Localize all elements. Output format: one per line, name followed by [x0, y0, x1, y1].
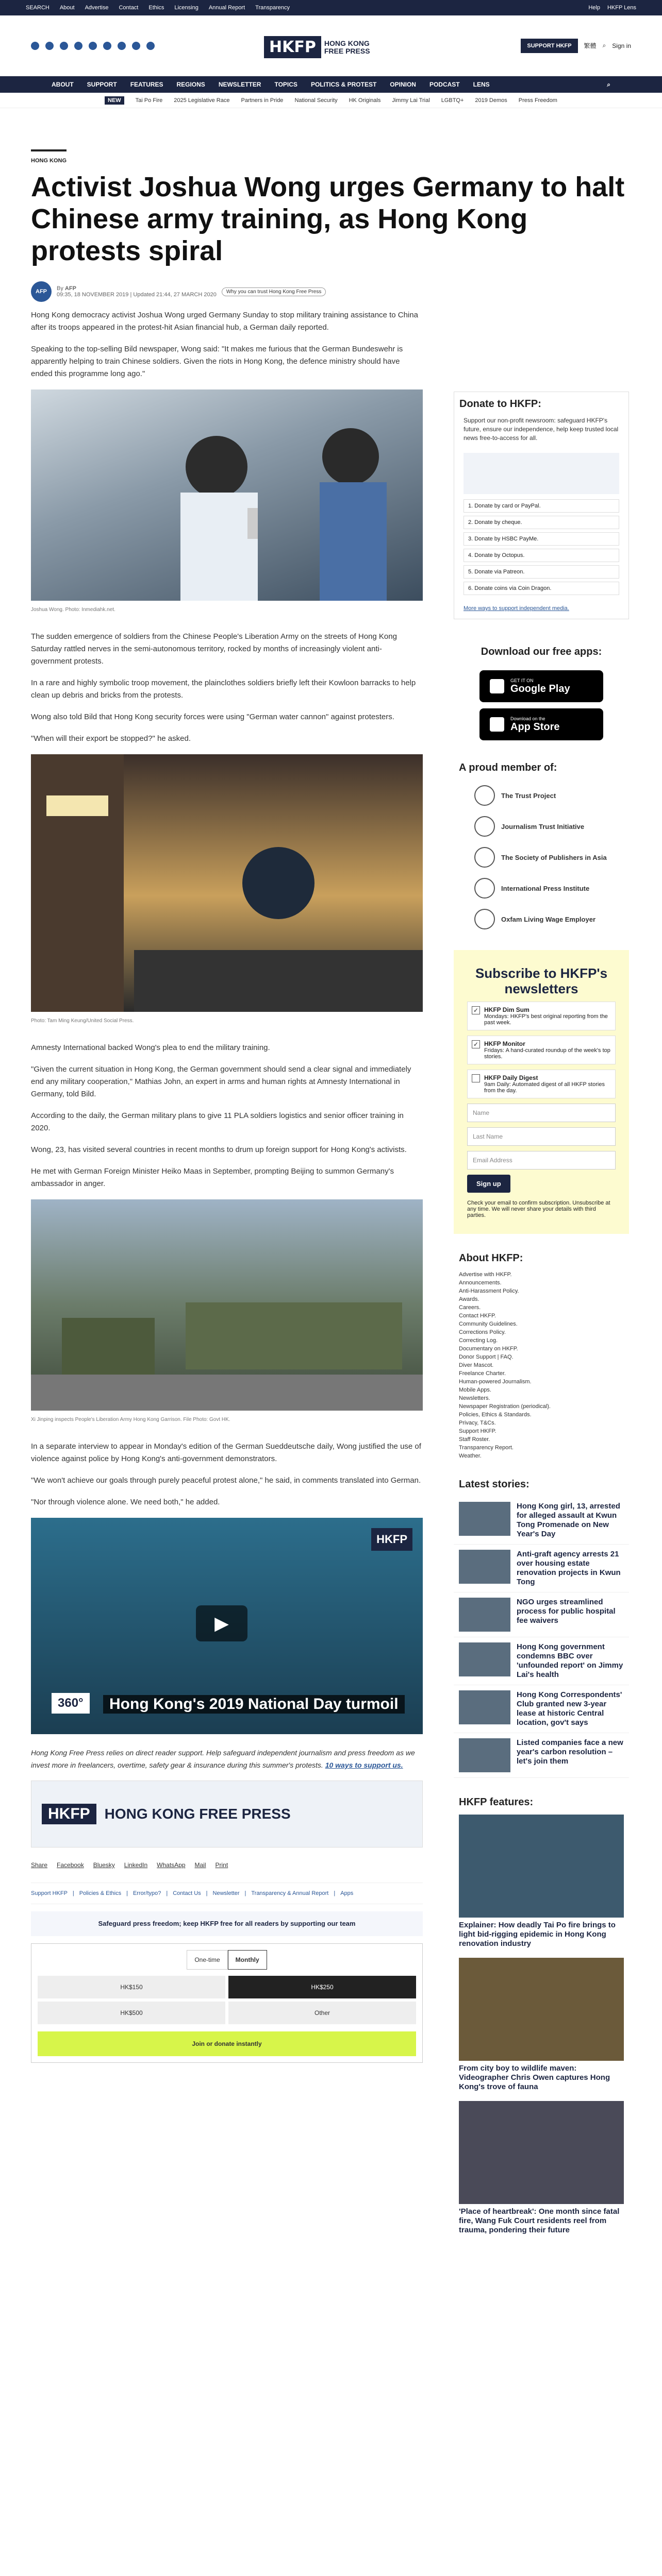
support-row-link[interactable]: Newsletter: [212, 1890, 240, 1896]
story-title[interactable]: Hong Kong Correspondents' Club granted new 3-year lease at historic Central location, gov't says: [517, 1690, 622, 1727]
trend-item[interactable]: HK Originals: [349, 97, 381, 104]
member-name: Oxfam Living Wage Employer: [501, 915, 596, 923]
amount-option[interactable]: HK$150: [38, 1976, 225, 1998]
feature-image: [459, 1958, 624, 2061]
nav-opinion[interactable]: OPINION: [390, 81, 416, 88]
paragraph: Amnesty International backed Wong's plea to end the military training.: [31, 1043, 270, 1052]
story-thumb: [459, 1550, 510, 1584]
amount-option[interactable]: Other: [228, 2002, 416, 2024]
topbar-annual-report[interactable]: Annual Report: [208, 5, 245, 11]
about-link[interactable]: Donor Support | FAQ.: [459, 1354, 514, 1360]
photo-caption: Photo: Tam Ming Keung/United Social Press.: [31, 1018, 134, 1024]
sopa-icon: [474, 847, 495, 868]
facebook-icon[interactable]: [31, 42, 39, 50]
support-row-link[interactable]: Policies & Ethics: [79, 1890, 122, 1896]
video-badge: 360°: [52, 1693, 90, 1714]
donate-option[interactable]: 1. Donate by card or PayPal.: [464, 499, 619, 513]
story-item[interactable]: [454, 1685, 629, 1733]
trend-item[interactable]: Press Freedom: [518, 97, 557, 104]
member-logo[interactable]: [454, 842, 629, 873]
site-logo[interactable]: [264, 36, 370, 58]
newsletter-name: HKFP Monitor: [484, 1040, 525, 1047]
photo-illustration: [31, 389, 423, 601]
signup-button[interactable]: Sign up: [467, 1175, 510, 1193]
nav-politics[interactable]: POLITICS & PROTEST: [310, 81, 377, 88]
nav-features[interactable]: FEATURES: [130, 81, 163, 88]
share-label: Share: [31, 1861, 48, 1869]
topbar-help[interactable]: Help: [588, 5, 600, 11]
about-link[interactable]: Awards.: [459, 1296, 479, 1302]
signup-note: Check your email to confirm subscription. Unsubscribe at any time. We will never share your details with third parties.: [467, 1200, 610, 1218]
paragraph: Wong also told Bild that Hong Kong security forces were using "German water cannon" against protesters.: [31, 713, 394, 721]
about-link[interactable]: Freelance Charter.: [459, 1370, 506, 1377]
nav-support[interactable]: SUPPORT: [87, 81, 117, 88]
search-icon[interactable]: ⌕: [602, 42, 606, 49]
paragraph: Hong Kong democracy activist Joshua Wong urged Germany Sunday to stop military training assistance to China after its troops appeared in the protest-hit Asian financial hub, a German daily reported.: [31, 311, 418, 332]
member-name: Journalism Trust Initiative: [501, 822, 585, 831]
member-name: The Society of Publishers in Asia: [501, 853, 607, 861]
feature-title[interactable]: 'Place of heartbreak': One month since fatal fire, Wang Fuk Court residents reel from trauma, pondering their future: [459, 2207, 620, 2234]
logo-line2: FREE PRESS: [324, 46, 370, 55]
donation-widget: [31, 1943, 423, 2063]
badge-line: App Store: [510, 721, 560, 733]
newsletter-box: [454, 950, 629, 1234]
about-link[interactable]: Corrections Policy.: [459, 1329, 506, 1335]
about-list: [454, 1270, 629, 1460]
about-link[interactable]: Human-powered Journalism.: [459, 1379, 532, 1385]
about-link[interactable]: Contact HKFP.: [459, 1313, 496, 1319]
story-item[interactable]: [454, 1592, 629, 1637]
main-nav: [0, 76, 662, 93]
nav-search-icon[interactable]: ⌕: [607, 80, 610, 88]
paragraph: In a rare and highly symbolic troop movement, the plainclothes soldiers briefly left their Kowloon barracks to help clean up debris and bricks from the protests.: [31, 679, 416, 700]
paragraph: Speaking to the top-selling Bild newspaper, Wong said: "It makes me furious that the German Bundeswehr is apparently helping to train Chinese soldiers. Given the riots in Hong Kong, the defence ministry should have ended this programme long ago.": [31, 345, 403, 378]
trending-bar: [0, 93, 662, 108]
about-link[interactable]: Announcements.: [459, 1280, 502, 1286]
sidebar: [454, 392, 629, 2244]
telegram-icon[interactable]: [146, 42, 155, 50]
about-link[interactable]: Support HKFP.: [459, 1428, 496, 1434]
join-button[interactable]: Join or donate instantly: [38, 2031, 416, 2056]
story-item[interactable]: [454, 1545, 629, 1592]
amount-option[interactable]: HK$250: [228, 1976, 416, 1998]
app-store-badge[interactable]: [479, 708, 603, 740]
checkbox[interactable]: [472, 1074, 480, 1082]
paragraph: "Given the current situation in Hong Kong, the German government should send a clear signal and immediately end any military cooperation," Mathias John, an expert in arms and human rights at Amnesty International in Germany, told Bild.: [31, 1065, 411, 1098]
trend-item[interactable]: National Security: [294, 97, 338, 104]
nav-newsletter[interactable]: NEWSLETTER: [218, 81, 261, 88]
paragraph: "Nor through violence alone. We need both," he added.: [31, 1498, 220, 1506]
video-title: Hong Kong's 2019 National Day turmoil: [103, 1695, 405, 1714]
share-bar: [31, 1859, 423, 1871]
donate-option[interactable]: 2. Donate by cheque.: [464, 516, 619, 529]
member-logo[interactable]: [454, 904, 629, 935]
story-title[interactable]: Listed companies face a new year's carbon resolution – let's join them: [517, 1738, 623, 1766]
photo-caption: Xi Jinping inspects People's Liberation Army Hong Kong Garrison. File Photo: Govt HK.: [31, 1417, 230, 1422]
instagram-icon[interactable]: [60, 42, 68, 50]
support-row-link[interactable]: Error/typo?: [133, 1890, 161, 1896]
support-button[interactable]: SUPPORT HKFP: [521, 39, 577, 53]
support-row-link[interactable]: Transparency & Annual Report: [251, 1890, 329, 1896]
newsletter-option[interactable]: [467, 1070, 616, 1098]
member-name: The Trust Project: [501, 791, 556, 800]
share-bluesky[interactable]: Bluesky: [93, 1861, 115, 1869]
ipi-icon: [474, 878, 495, 899]
story-title[interactable]: Hong Kong girl, 13, arrested for alleged assault at Kwun Tong Promenade on New Year's Day: [517, 1502, 620, 1538]
pla-garrison-photo: [31, 1199, 423, 1411]
trend-item[interactable]: LGBTQ+: [441, 97, 464, 104]
paragraph: In a separate interview to appear in Monday's edition of the German Sueddeutsche daily, Wong justified the use of violence against police by Hong Kong's anti-government demonstrators.: [31, 1442, 421, 1463]
share-mail[interactable]: Mail: [194, 1861, 206, 1869]
trend-item[interactable]: 2025 Legislative Race: [174, 97, 230, 104]
newsletter-desc: 9am Daily: Automated digest of all HKFP stories from the day.: [484, 1081, 605, 1094]
member-name: International Press Institute: [501, 884, 590, 892]
article-body: [31, 309, 423, 2063]
about-link[interactable]: Anti-Harassment Policy.: [459, 1288, 519, 1294]
donate-option[interactable]: 5. Donate via Patreon.: [464, 565, 619, 579]
nav-topics[interactable]: TOPICS: [274, 81, 297, 88]
badge-line: Download on the: [510, 716, 545, 721]
newsletter-desc: Fridays: A hand-curated roundup of the week's top stories.: [484, 1047, 610, 1060]
donate-graphic: [464, 453, 619, 494]
checkbox[interactable]: ✓: [472, 1006, 480, 1014]
topbar-contact[interactable]: Contact: [119, 5, 139, 11]
about-link[interactable]: Advertise with HKFP.: [459, 1272, 512, 1278]
member-logo[interactable]: [454, 873, 629, 904]
article-title: Activist Joshua Wong urges Germany to halt Chinese army training, as Hong Kong protests spiral: [31, 172, 625, 266]
photo-illustration: [31, 754, 423, 1012]
google-play-badge[interactable]: [479, 670, 603, 702]
story-item[interactable]: [454, 1637, 629, 1685]
byline: AFP By AFP 09:35, 18 NOVEMBER 2019 | Updated 21:44, 27 MARCH 2020 Why you can trust Hong Kong Free Press: [31, 281, 629, 302]
bluesky-icon[interactable]: [118, 42, 126, 50]
newsletter-title: Subscribe to HKFP's newsletters: [475, 965, 608, 996]
share-print[interactable]: Print: [215, 1861, 228, 1869]
donate-title: Donate to HKFP:: [459, 398, 541, 410]
member-logo[interactable]: [454, 780, 629, 811]
story-thumb: [459, 1738, 510, 1772]
trend-item[interactable]: Tai Po Fire: [135, 97, 163, 104]
feature-title[interactable]: Explainer: How deadly Tai Po fire brings to light bid-rigging epidemic in Hong Kong renovation industry: [459, 1921, 616, 1948]
linkedin-icon[interactable]: [89, 42, 97, 50]
checkbox[interactable]: ✓: [472, 1040, 480, 1048]
author-avatar[interactable]: AFP: [31, 281, 52, 302]
site-header: [0, 15, 662, 76]
latest-title: Latest stories:: [459, 1479, 529, 1490]
video-logo: HKFP: [371, 1528, 412, 1551]
trend-item[interactable]: 2019 Demos: [475, 97, 507, 104]
trust-project-icon: [474, 785, 495, 806]
whatsapp-icon[interactable]: [132, 42, 140, 50]
photo-caption: Joshua Wong. Photo: Inmediahk.net.: [31, 607, 115, 613]
nav-regions[interactable]: REGIONS: [176, 81, 205, 88]
newsletter-name: HKFP Daily Digest: [484, 1074, 538, 1081]
member-title: A proud member of:: [459, 762, 557, 773]
story-thumb: [459, 1642, 510, 1676]
support-row-link[interactable]: Apps: [340, 1890, 354, 1896]
nav-about[interactable]: ABOUT: [52, 81, 74, 88]
trending-label: NEW: [105, 96, 124, 105]
donate-text: Support our non-profit newsroom: safeguard HKFP's future, ensure our independence, help keep trusted local news free-to-access for all.: [464, 417, 619, 442]
apps-title: Download our free apps:: [481, 646, 602, 657]
about-link[interactable]: Policies, Ethics & Standards.: [459, 1412, 532, 1418]
email-input[interactable]: Email Address: [467, 1151, 616, 1170]
author-name[interactable]: AFP: [64, 285, 76, 292]
donate-option[interactable]: 6. Donate coins via Coin Dragon.: [464, 582, 619, 595]
topbar-lens[interactable]: HKFP Lens: [607, 5, 636, 11]
threads-icon[interactable]: [103, 42, 111, 50]
paragraph: He met with German Foreign Minister Heiko Maas in September, prompting Beijing to summon Germany's ambassador in anger.: [31, 1167, 394, 1188]
newsletter-desc: Mondays: HKFP's best original reporting from the past week.: [484, 1013, 608, 1026]
topbar-search[interactable]: SEARCH: [26, 5, 49, 11]
play-icon[interactable]: ▶: [196, 1605, 247, 1641]
youtube-icon[interactable]: [74, 42, 82, 50]
publish-date: 09:35, 18 NOVEMBER 2019: [57, 292, 129, 298]
donate-option[interactable]: 3. Donate by HSBC PayMe.: [464, 532, 619, 546]
support-note: [31, 1747, 423, 1771]
oxfam-icon: [474, 909, 495, 929]
badge-line: Google Play: [510, 683, 570, 694]
feature-item[interactable]: [454, 1815, 629, 1958]
top-utility-bar: [0, 0, 662, 15]
paragraph: According to the daily, the German military plans to give 11 PLA soldiers logistics and senior officer training in 2020.: [31, 1111, 404, 1132]
story-thumb: [459, 1598, 510, 1632]
logo-line1: HONG KONG: [324, 39, 370, 47]
trend-item[interactable]: Jimmy Lai Trial: [392, 97, 430, 104]
story-thumb: [459, 1502, 510, 1536]
about-link[interactable]: Weather.: [459, 1453, 482, 1459]
feature-item[interactable]: [454, 2101, 629, 2244]
social-links: [31, 42, 155, 50]
freq-monthly[interactable]: Monthly: [228, 1950, 267, 1970]
topbar-about[interactable]: About: [59, 5, 75, 11]
newsletter-option[interactable]: [467, 1002, 616, 1030]
photo-illustration: [31, 1199, 423, 1411]
last-name-input[interactable]: Last Name: [467, 1127, 616, 1146]
about-link[interactable]: Mobile Apps.: [459, 1387, 491, 1393]
story-thumb: [459, 1690, 510, 1724]
story-item[interactable]: [454, 1733, 629, 1778]
share-linkedin[interactable]: LinkedIn: [124, 1861, 148, 1869]
feature-image: [459, 1815, 624, 1918]
video-embed[interactable]: [31, 1518, 423, 1734]
amount-option[interactable]: HK$500: [38, 2002, 225, 2024]
paragraph: "When will their export be stopped?" he asked.: [31, 734, 191, 743]
topbar-ethics[interactable]: Ethics: [148, 5, 164, 11]
language-toggle[interactable]: 繁體: [584, 42, 597, 49]
nav-lens[interactable]: LENS: [473, 81, 490, 88]
member-logo[interactable]: [454, 811, 629, 842]
about-link[interactable]: Documentary on HKFP.: [459, 1346, 518, 1352]
topbar-licensing[interactable]: Licensing: [174, 5, 198, 11]
about-link[interactable]: Transparency Report.: [459, 1445, 514, 1451]
story-title[interactable]: Anti-graft agency arrests 21 over housing estate renovation projects in Kwun Tong: [517, 1550, 621, 1586]
updated-date: Updated 21:44, 27 MARCH 2020: [133, 292, 217, 298]
about-link[interactable]: Staff Roster.: [459, 1436, 490, 1443]
trust-link[interactable]: Why you can trust Hong Kong Free Press: [222, 287, 326, 296]
jti-icon: [474, 816, 495, 837]
banner-logo: HKFP: [42, 1804, 96, 1824]
banner-line1: HONG KONG: [104, 1806, 195, 1822]
about-link[interactable]: Newsletters.: [459, 1395, 490, 1401]
name-input[interactable]: Name: [467, 1104, 616, 1122]
hkfp-banner[interactable]: [31, 1781, 423, 1848]
paragraph: Wong, 23, has visited several countries in recent months to drum up foreign support for Hong Kong's activists.: [31, 1145, 407, 1154]
about-link[interactable]: Careers.: [459, 1304, 481, 1311]
features-title: HKFP features:: [459, 1797, 534, 1808]
support-note-text: Hong Kong Free Press relies on direct reader support. Help safeguard independent journalism and press freedom as we invest more in freelancers, overtime, safety gear & insurance during this summer's protests.: [31, 1749, 415, 1769]
donate-more-link[interactable]: More ways to support independent media.: [464, 605, 569, 612]
support-row: Support HKFP | Policies & Ethics | Error/typo? | Contact Us | Newsletter | Transparency & Annual Report | Apps: [31, 1883, 423, 1904]
topbar-advertise[interactable]: Advertise: [85, 5, 109, 11]
badge-line: GET IT ON: [510, 677, 534, 683]
about-link[interactable]: Privacy, T&Cs.: [459, 1420, 496, 1426]
x-icon[interactable]: [45, 42, 54, 50]
joshua-wong-photo: [31, 389, 423, 601]
about-title: About HKFP:: [459, 1252, 523, 1264]
story-title[interactable]: Hong Kong government condemns BBC over 'unfounded report' on Jimmy Lai's health: [517, 1642, 623, 1679]
paragraph: "We won't achieve our goals through purely peaceful protest alone," he said, in comments translated into German.: [31, 1476, 421, 1485]
story-title[interactable]: NGO urges streamlined process for public hospital fee waivers: [517, 1598, 616, 1625]
logo-mark: HKFP: [264, 36, 321, 58]
about-link[interactable]: Community Guidelines.: [459, 1321, 518, 1327]
trend-item[interactable]: Partners in Pride: [241, 97, 284, 104]
support-row-link[interactable]: Support HKFP: [31, 1890, 68, 1896]
paragraph: The sudden emergence of soldiers from the Chinese People's Liberation Army on the streets of Hong Kong Saturday rattled nerves in the semi-autonomous territory, rocked by months of increasingly violent anti-government protests.: [31, 632, 397, 666]
safeguard-banner: Safeguard press freedom; keep HKFP free for all readers by supporting our team: [31, 1911, 423, 1936]
share-facebook[interactable]: Facebook: [57, 1861, 84, 1869]
about-link[interactable]: Diver Mascot.: [459, 1362, 494, 1368]
support-link[interactable]: 10 ways to support us.: [325, 1761, 403, 1769]
support-row-link[interactable]: Contact Us: [173, 1890, 201, 1896]
about-link[interactable]: Newspaper Registration (periodical).: [459, 1403, 551, 1410]
nav-podcast[interactable]: PODCAST: [429, 81, 460, 88]
freq-one-time[interactable]: One-time: [187, 1950, 227, 1970]
article-header: [31, 149, 629, 302]
story-item[interactable]: [454, 1497, 629, 1545]
google-play-icon: [490, 679, 504, 693]
topbar-transparency[interactable]: Transparency: [255, 5, 290, 11]
sign-in-link[interactable]: Sign in: [612, 42, 631, 49]
feature-title[interactable]: From city boy to wildlife maven: Videographer Chris Owen captures Hong Kong's trove of fauna: [459, 2064, 610, 2091]
feature-image: [459, 2101, 624, 2204]
donate-box: [454, 392, 629, 619]
banner-line2: FREE PRESS: [199, 1806, 291, 1822]
feature-item[interactable]: [454, 1958, 629, 2101]
protest-street-photo: [31, 754, 423, 1012]
article-kicker[interactable]: HONG KONG: [31, 149, 67, 164]
about-link[interactable]: Correcting Log.: [459, 1337, 498, 1344]
newsletter-option[interactable]: [467, 1036, 616, 1064]
donate-option[interactable]: 4. Donate by Octopus.: [464, 549, 619, 562]
newsletter-name: HKFP Dim Sum: [484, 1006, 529, 1013]
share-whatsapp[interactable]: WhatsApp: [157, 1861, 186, 1869]
apple-icon: [490, 717, 504, 732]
